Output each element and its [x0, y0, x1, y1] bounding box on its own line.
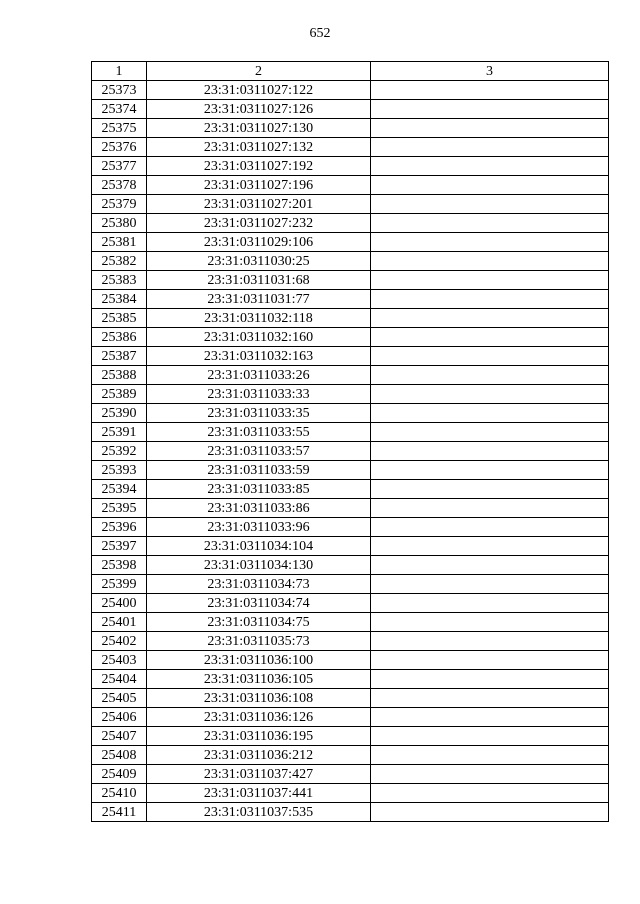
table-row — [92, 100, 609, 119]
row-number-cell: 25396 — [92, 518, 147, 537]
note-cell — [371, 784, 609, 803]
table-row — [92, 803, 609, 822]
row-number-cell: 25387 — [92, 347, 147, 366]
cadastral-number-cell: 23:31:0311033:26 — [147, 366, 371, 385]
note-cell — [371, 366, 609, 385]
table-row — [92, 765, 609, 784]
note-cell — [371, 100, 609, 119]
note-cell — [371, 689, 609, 708]
row-number-cell: 25409 — [92, 765, 147, 784]
table-body — [92, 81, 609, 822]
cadastral-number-cell: 23:31:0311036:195 — [147, 727, 371, 746]
note-cell — [371, 404, 609, 423]
table-row — [92, 727, 609, 746]
table-row — [92, 594, 609, 613]
note-cell — [371, 252, 609, 271]
cadastral-number-cell: 23:31:0311033:55 — [147, 423, 371, 442]
row-number-cell: 25376 — [92, 138, 147, 157]
cadastral-number-cell: 23:31:0311034:74 — [147, 594, 371, 613]
table-row — [92, 784, 609, 803]
cadastral-number-cell: 23:31:0311027:130 — [147, 119, 371, 138]
cadastral-number-cell: 23:31:0311036:100 — [147, 651, 371, 670]
cadastral-number-cell: 23:31:0311032:118 — [147, 309, 371, 328]
note-cell — [371, 594, 609, 613]
table-row — [92, 556, 609, 575]
row-number-cell: 25373 — [92, 81, 147, 100]
note-cell — [371, 328, 609, 347]
table-row — [92, 746, 609, 765]
row-number-cell: 25378 — [92, 176, 147, 195]
row-number-cell: 25384 — [92, 290, 147, 309]
note-cell — [371, 708, 609, 727]
cadastral-number-cell: 23:31:0311034:73 — [147, 575, 371, 594]
cadastral-number-cell: 23:31:0311036:108 — [147, 689, 371, 708]
table-row — [92, 651, 609, 670]
row-number-cell: 25395 — [92, 499, 147, 518]
cadastral-number-cell: 23:31:0311033:86 — [147, 499, 371, 518]
table-row — [92, 233, 609, 252]
row-number-cell: 25375 — [92, 119, 147, 138]
row-number-cell: 25374 — [92, 100, 147, 119]
note-cell — [371, 309, 609, 328]
cadastral-number-cell: 23:31:0311034:104 — [147, 537, 371, 556]
row-number-cell: 25380 — [92, 214, 147, 233]
cadastral-number-cell: 23:31:0311037:427 — [147, 765, 371, 784]
note-cell — [371, 423, 609, 442]
cadastral-number-cell: 23:31:0311034:75 — [147, 613, 371, 632]
cadastral-number-cell: 23:31:0311035:73 — [147, 632, 371, 651]
table-row — [92, 708, 609, 727]
row-number-cell: 25394 — [92, 480, 147, 499]
table-row — [92, 404, 609, 423]
table-row — [92, 499, 609, 518]
table-row — [92, 537, 609, 556]
note-cell — [371, 347, 609, 366]
row-number-cell: 25407 — [92, 727, 147, 746]
note-cell — [371, 575, 609, 594]
cadastral-number-cell: 23:31:0311036:126 — [147, 708, 371, 727]
note-cell — [371, 195, 609, 214]
note-cell — [371, 632, 609, 651]
note-cell — [371, 803, 609, 822]
note-cell — [371, 233, 609, 252]
cadastral-number-cell: 23:31:0311033:85 — [147, 480, 371, 499]
note-cell — [371, 651, 609, 670]
row-number-cell: 25389 — [92, 385, 147, 404]
cadastral-number-cell: 23:31:0311037:441 — [147, 784, 371, 803]
note-cell — [371, 765, 609, 784]
row-number-cell: 25381 — [92, 233, 147, 252]
table-row — [92, 518, 609, 537]
table-row — [92, 328, 609, 347]
cadastral-number-cell: 23:31:0311037:535 — [147, 803, 371, 822]
row-number-cell: 25401 — [92, 613, 147, 632]
cadastral-number-cell: 23:31:0311031:68 — [147, 271, 371, 290]
table-row — [92, 119, 609, 138]
row-number-cell: 25385 — [92, 309, 147, 328]
table-row — [92, 214, 609, 233]
cadastral-number-cell: 23:31:0311027:201 — [147, 195, 371, 214]
table-row — [92, 138, 609, 157]
row-number-cell: 25410 — [92, 784, 147, 803]
table-row — [92, 689, 609, 708]
note-cell — [371, 480, 609, 499]
cadastral-number-cell: 23:31:0311033:35 — [147, 404, 371, 423]
column-header-2: 2 — [147, 62, 371, 81]
note-cell — [371, 746, 609, 765]
column-header-3: 3 — [371, 62, 609, 81]
cadastral-number-cell: 23:31:0311036:212 — [147, 746, 371, 765]
note-cell — [371, 176, 609, 195]
table-row — [92, 176, 609, 195]
row-number-cell: 25393 — [92, 461, 147, 480]
note-cell — [371, 271, 609, 290]
cadastral-number-cell: 23:31:0311034:130 — [147, 556, 371, 575]
row-number-cell: 25399 — [92, 575, 147, 594]
note-cell — [371, 499, 609, 518]
row-number-cell: 25382 — [92, 252, 147, 271]
note-cell — [371, 290, 609, 309]
row-number-cell: 25379 — [92, 195, 147, 214]
table-row — [92, 423, 609, 442]
table-row — [92, 309, 609, 328]
table-row — [92, 575, 609, 594]
row-number-cell: 25397 — [92, 537, 147, 556]
table-row — [92, 366, 609, 385]
cadastral-number-cell: 23:31:0311033:96 — [147, 518, 371, 537]
row-number-cell: 25392 — [92, 442, 147, 461]
table-row — [92, 290, 609, 309]
note-cell — [371, 442, 609, 461]
table-row — [92, 670, 609, 689]
table-header-row — [92, 62, 609, 81]
cadastral-number-cell: 23:31:0311029:106 — [147, 233, 371, 252]
table-row — [92, 271, 609, 290]
note-cell — [371, 727, 609, 746]
row-number-cell: 25386 — [92, 328, 147, 347]
row-number-cell: 25403 — [92, 651, 147, 670]
table-row — [92, 252, 609, 271]
note-cell — [371, 138, 609, 157]
table-row — [92, 613, 609, 632]
table-row — [92, 480, 609, 499]
note-cell — [371, 670, 609, 689]
note-cell — [371, 613, 609, 632]
table-row — [92, 461, 609, 480]
cadastral-number-cell: 23:31:0311033:59 — [147, 461, 371, 480]
note-cell — [371, 537, 609, 556]
table-row — [92, 195, 609, 214]
note-cell — [371, 518, 609, 537]
row-number-cell: 25383 — [92, 271, 147, 290]
cadastral-number-cell: 23:31:0311033:57 — [147, 442, 371, 461]
cadastral-number-cell: 23:31:0311027:122 — [147, 81, 371, 100]
row-number-cell: 25391 — [92, 423, 147, 442]
table-row — [92, 385, 609, 404]
row-number-cell: 25402 — [92, 632, 147, 651]
registry-table — [91, 61, 609, 822]
page-number: 652 — [309, 26, 331, 41]
column-header-1: 1 — [92, 62, 147, 81]
cadastral-number-cell: 23:31:0311032:160 — [147, 328, 371, 347]
cadastral-number-cell: 23:31:0311031:77 — [147, 290, 371, 309]
row-number-cell: 25390 — [92, 404, 147, 423]
cadastral-number-cell: 23:31:0311036:105 — [147, 670, 371, 689]
note-cell — [371, 214, 609, 233]
cadastral-number-cell: 23:31:0311027:132 — [147, 138, 371, 157]
row-number-cell: 25404 — [92, 670, 147, 689]
row-number-cell: 25388 — [92, 366, 147, 385]
row-number-cell: 25398 — [92, 556, 147, 575]
row-number-cell: 25400 — [92, 594, 147, 613]
cadastral-number-cell: 23:31:0311027:196 — [147, 176, 371, 195]
table-row — [92, 347, 609, 366]
note-cell — [371, 81, 609, 100]
table-row — [92, 157, 609, 176]
row-number-cell: 25408 — [92, 746, 147, 765]
cadastral-number-cell: 23:31:0311030:25 — [147, 252, 371, 271]
table-row — [92, 442, 609, 461]
note-cell — [371, 385, 609, 404]
cadastral-number-cell: 23:31:0311027:192 — [147, 157, 371, 176]
table-row — [92, 81, 609, 100]
row-number-cell: 25377 — [92, 157, 147, 176]
note-cell — [371, 461, 609, 480]
cadastral-number-cell: 23:31:0311027:232 — [147, 214, 371, 233]
table-row — [92, 632, 609, 651]
row-number-cell: 25411 — [92, 803, 147, 822]
cadastral-number-cell: 23:31:0311033:33 — [147, 385, 371, 404]
cadastral-number-cell: 23:31:0311027:126 — [147, 100, 371, 119]
note-cell — [371, 157, 609, 176]
note-cell — [371, 556, 609, 575]
row-number-cell: 25406 — [92, 708, 147, 727]
cadastral-number-cell: 23:31:0311032:163 — [147, 347, 371, 366]
row-number-cell: 25405 — [92, 689, 147, 708]
note-cell — [371, 119, 609, 138]
